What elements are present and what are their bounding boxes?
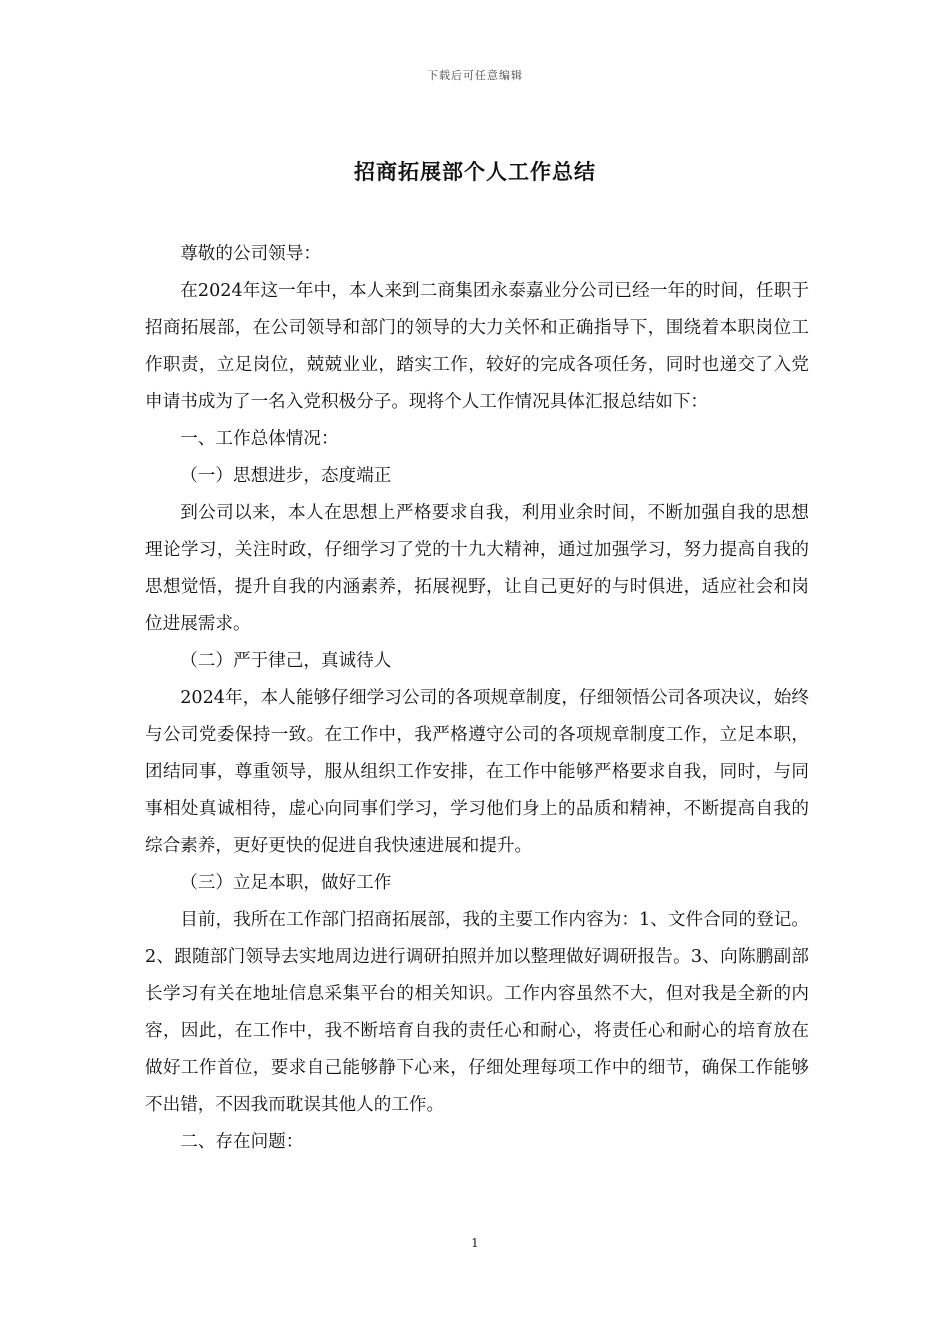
section-heading-1: 一、工作总体情况： xyxy=(180,429,339,449)
document-title: 招商拓展部个人工作总结 xyxy=(354,159,596,184)
subsection-heading-2: （二）严于律己，真诚待人 xyxy=(180,651,392,671)
intro-paragraph: 在2024年这一年中，本人来到二商集团永泰嘉业分公司已经一年的时间，任职于招商拓展部，在公司领导和部门的领导的大力关怀和正确指导下，围绕着本职岗位工作职责，立足岗位，兢兢业业，踏实工作，较好的完成各项任务，同时也递交了入党申请书成为了一名入党积极分子。现将个人工作情况具体汇报总结如下： xyxy=(145,281,809,412)
body-paragraph: 2024年，本人能够仔细学习公司的各项规章制度，仔细领悟公司各项决议，始终与公司党委保持一致。在工作中，我严格遵守公司的各项规章制度工作，立足本职，团结同事，尊重领导，服从组织工作安排，在工作中能够严格要求自我，同时，与同事相处真诚相待，虚心向同事们学习，学习他们身上的品质和精神，不断提高自我的综合素养，更好更快的促进自我快速进展和提升。 xyxy=(145,688,809,856)
subsection-heading-1: （一）思想进步，态度端正 xyxy=(180,466,392,486)
page-header-note: 下载后可任意编辑 xyxy=(427,69,523,82)
page-number: 1 xyxy=(471,1236,479,1250)
body-paragraph: 目前，我所在工作部门招商拓展部，我的主要工作内容为：1、文件合同的登记。2、跟随部门领导去实地周边进行调研拍照并加以整理做好调研报告。3、向陈鹏副部长学习有关在地址信息采集平台的相关知识。工作内容虽然不大，但对我是全新的内容，因此，在工作中，我不断培育自我的责任心和耐心，将责任心和耐心的培育放在做好工作首位，要求自己能够静下心来，仔细处理每项工作中的细节，确保工作能够不出错，不因我而耽误其他人的工作。 xyxy=(145,910,809,1115)
section-heading-2: 二、存在问题： xyxy=(180,1132,304,1152)
document-body xyxy=(145,236,809,1161)
salutation: 尊敬的公司领导： xyxy=(180,244,321,264)
subsection-heading-3: （三）立足本职，做好工作 xyxy=(180,873,392,893)
body-paragraph: 到公司以来，本人在思想上严格要求自我，利用业余时间，不断加强自我的思想理论学习，关注时政，仔细学习了党的十九大精神，通过加强学习，努力提高自我的思想觉悟，提升自我的内涵素养，拓展视野，让自己更好的与时俱进，适应社会和岗位进展需求。 xyxy=(145,503,809,634)
